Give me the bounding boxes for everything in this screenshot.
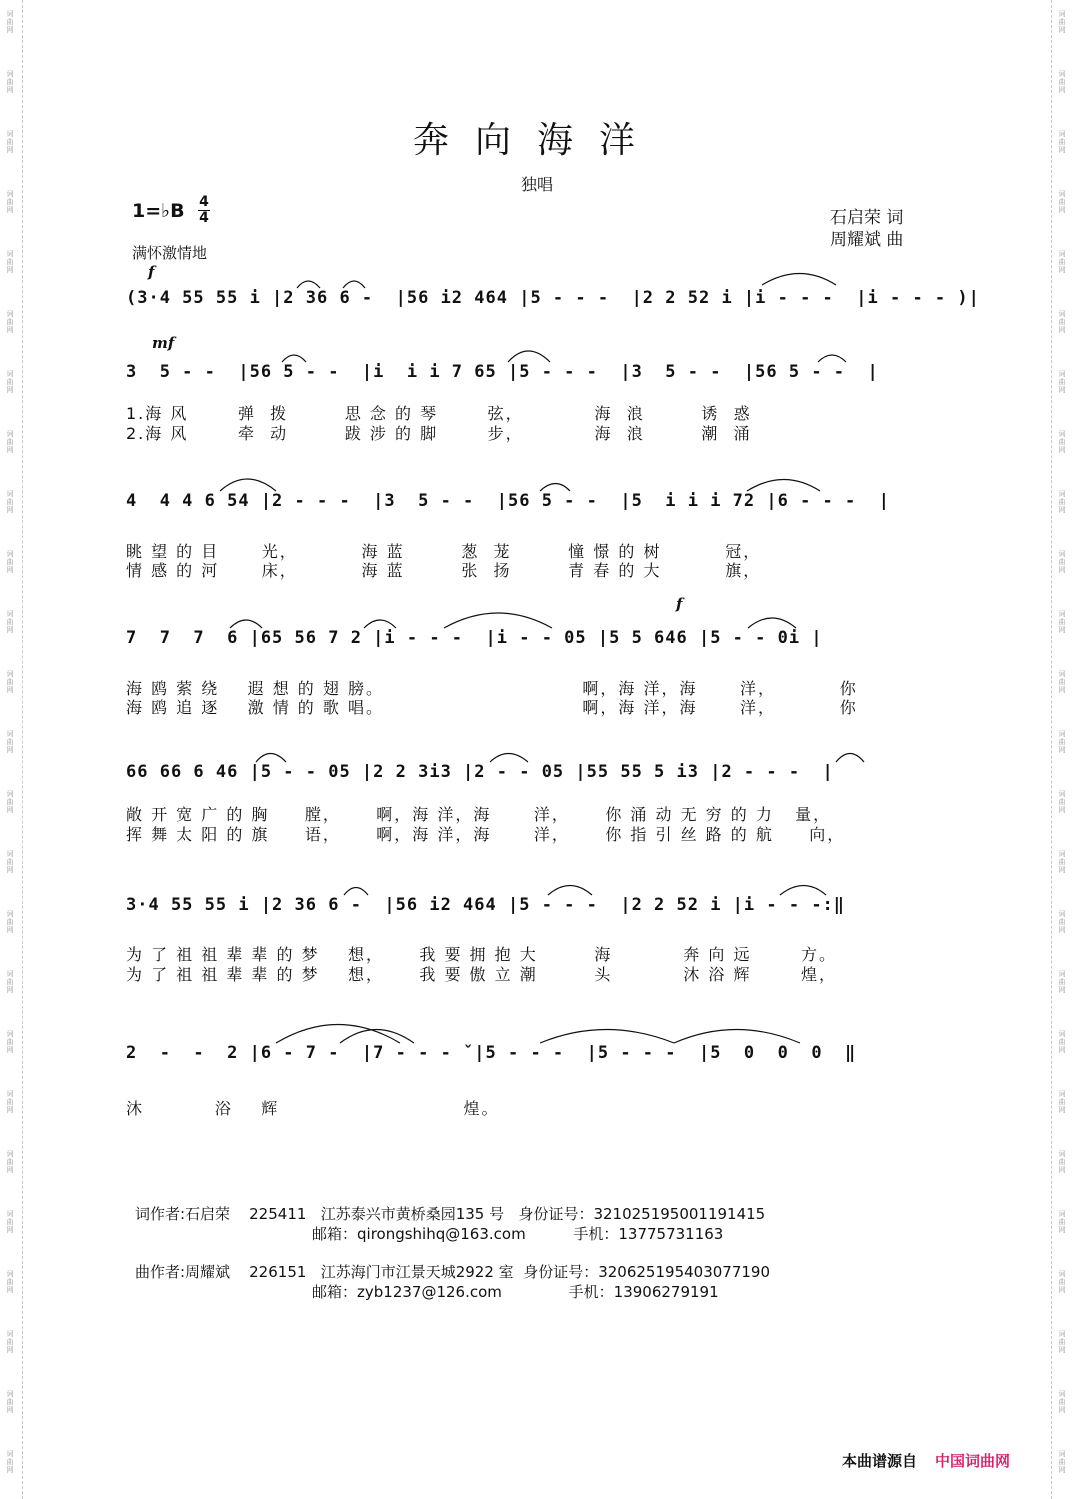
watermark-text: 词 曲 网: [6, 610, 14, 634]
lyrics-line-2-verse-2: 情 感 的 河 床， 海 蓝 张 扬 青 春 的 大 旗，: [126, 561, 762, 580]
lyrics-line-1-verse-2: 2.海 风 牵 动 跋 涉 的 脚 步， 海 浪 潮 涌: [126, 424, 752, 443]
dynamic-mezzo-forte: mf: [152, 334, 175, 352]
source-label: 本曲谱源自: [842, 1452, 918, 1470]
key-signature: 1=♭B: [132, 200, 185, 222]
watermark-text: 词 曲 网: [6, 310, 14, 334]
dynamic-forte-2: f: [676, 595, 683, 613]
lyricist-credit: 石启荣 词: [830, 208, 904, 228]
watermark-text: 词 曲 网: [6, 490, 14, 514]
watermark-text: 词 曲 网: [1058, 850, 1066, 874]
watermark-text: 词 曲 网: [1058, 1150, 1066, 1174]
composer-email: 邮箱：zyb1237@126.com: [312, 1283, 502, 1301]
watermark-text: 词 曲 网: [6, 1390, 14, 1414]
staff-line-2: 3 5 - - |56 5 - - |i i i 7 65 |5 - - - |3 5 - - |56 5 - - |: [126, 362, 879, 382]
watermark-text: 词 曲 网: [1058, 910, 1066, 934]
composer-credit: 周耀斌 曲: [830, 230, 904, 250]
watermark-text: 词 曲 网: [1058, 370, 1066, 394]
watermark-text: 词 曲 网: [6, 10, 14, 34]
watermark-text: 词 曲 网: [6, 370, 14, 394]
watermark-text: 词 曲 网: [1058, 10, 1066, 34]
staff-line-5: 66 66 6 46 |5 - - 05 |2 2 3i3 |2 - - 05 |55 55 5 i3 |2 - - - |: [126, 762, 834, 782]
lyricist-email: 邮箱：qirongshihq@163.com: [312, 1225, 526, 1243]
staff-line-3: 4 4 4 6 54 |2 - - - |3 5 - - |56 5 - - |5 i i i 72 |6 - - - |: [126, 491, 890, 511]
lyrics-line-4-verse-2: 挥 舞 太 阳 的 旗 语， 啊，海 洋，海 洋， 你 指 引 丝 路 的 航 向，: [126, 825, 846, 844]
composer-label: 曲作者:周耀斌: [135, 1263, 231, 1281]
watermark-text: 词 曲 网: [1058, 970, 1066, 994]
watermark-text: 词 曲 网: [6, 790, 14, 814]
watermark-text: 词 曲 网: [1058, 670, 1066, 694]
lyricist-id: 身份证号：321025195001191415: [518, 1205, 766, 1223]
watermark-text: 词 曲 网: [6, 670, 14, 694]
watermark-text: 词 曲 网: [6, 1450, 14, 1474]
watermark-text: 词 曲 网: [1058, 610, 1066, 634]
performance-type: 独唱: [520, 175, 553, 194]
watermark-text: 词 曲 网: [1058, 1030, 1066, 1054]
watermark-text: 词 曲 网: [1058, 310, 1066, 334]
lyrics-line-2-verse-1: 眺 望 的 目 光， 海 蓝 葱 茏 憧 憬 的 树 冠，: [126, 542, 762, 561]
time-bottom: 4: [199, 210, 209, 226]
lyricist-phone: 手机：13775731163: [573, 1225, 724, 1243]
watermark-text: 词 曲 网: [1058, 1090, 1066, 1114]
watermark-text: 词 曲 网: [6, 130, 14, 154]
watermark-text: 词 曲 网: [1058, 130, 1066, 154]
watermark-text: 词 曲 网: [6, 730, 14, 754]
lyricist-label: 词作者:石启荣: [135, 1205, 231, 1223]
watermark-text: 词 曲 网: [1058, 1270, 1066, 1294]
watermark-text: 词 曲 网: [1058, 730, 1066, 754]
watermark-text: 词 曲 网: [6, 1030, 14, 1054]
composer-address: 江苏海门市江景天城2922 室: [320, 1263, 514, 1281]
watermark-text: 词 曲 网: [1058, 490, 1066, 514]
lyrics-line-5-verse-1: 为 了 祖 祖 辈 辈 的 梦 想， 我 要 拥 抱 大 海 奔 向 远 方。: [126, 945, 838, 964]
lyricist-info: [135, 1203, 765, 1224]
watermark-text: 词 曲 网: [1058, 70, 1066, 94]
staff-line-7: 2 - - 2 |6 - 7 - |7 - - - ˇ|5 - - - |5 - - - |5 0 0 0 ‖: [126, 1043, 857, 1063]
lyrics-line-3-verse-2: 海 鸥 追 逐 激 情 的 歌 唱。 啊，海 洋，海 洋， 你: [126, 698, 858, 717]
composer-postcode: 226151: [249, 1263, 307, 1281]
composer-phone: 手机：13906279191: [568, 1283, 719, 1301]
source-attribution: [842, 1450, 1010, 1471]
watermark-text: 词 曲 网: [6, 70, 14, 94]
composer-id: 身份证号：320625195403077190: [523, 1263, 771, 1281]
staff-line-6: 3·4 55 55 i |2 36 6 - |56 i2 464 |5 - - - |2 2 52 i |i - - -:‖: [126, 895, 846, 915]
lyrics-line-5-verse-2: 为 了 祖 祖 辈 辈 的 梦 想， 我 要 傲 立 潮 头 沐 浴 辉 煌，: [126, 965, 838, 984]
tempo-marking: 满怀激情地: [132, 244, 208, 262]
dynamic-forte: f: [148, 263, 155, 281]
watermark-text: 词 曲 网: [1058, 1450, 1066, 1474]
watermark-text: 词 曲 网: [6, 1210, 14, 1234]
lyrics-line-4-verse-1: 敞 开 宽 广 的 胸 膛， 啊，海 洋，海 洋， 你 涌 动 无 穷 的 力 量，: [126, 805, 832, 824]
watermark-text: 词 曲 网: [6, 910, 14, 934]
watermark-text: 词 曲 网: [6, 190, 14, 214]
watermark-text: 词 曲 网: [6, 1270, 14, 1294]
watermark-text: 词 曲 网: [6, 1090, 14, 1114]
staff-line-1: (3·4 55 55 i |2 36 6 - |56 i2 464 |5 - - - |2 2 52 i |i - - - |i - - - )|: [126, 288, 980, 308]
watermark-text: 词 曲 网: [1058, 550, 1066, 574]
lyricist-contact: [312, 1223, 723, 1244]
composer-contact: [312, 1281, 719, 1302]
watermark-text: 词 曲 网: [1058, 1210, 1066, 1234]
watermark-text: 词 曲 网: [6, 430, 14, 454]
watermark-text: 词 曲 网: [6, 250, 14, 274]
watermark-text: 词 曲 网: [1058, 430, 1066, 454]
watermark-text: 词 曲 网: [1058, 190, 1066, 214]
staff-line-4: 7 7 7 6 |65 56 7 2 |i - - - |i - - 05 |5 5 646 |5 - - 0i |: [126, 628, 823, 648]
source-brand: 中国词曲网: [935, 1452, 1011, 1470]
watermark-text: 词 曲 网: [1058, 250, 1066, 274]
composer-info: [135, 1261, 770, 1282]
lyrics-line-3-verse-1: 海 鸥 萦 绕 遐 想 的 翅 膀。 啊，海 洋，海 洋， 你: [126, 679, 858, 698]
lyrics-line-1-verse-1: 1.海 风 弹 拨 思 念 的 琴 弦， 海 浪 诱 惑: [126, 404, 752, 423]
watermark-text: 词 曲 网: [1058, 1390, 1066, 1414]
watermark-text: 词 曲 网: [6, 850, 14, 874]
watermark-text: 词 曲 网: [6, 970, 14, 994]
watermark-text: 词 曲 网: [1058, 790, 1066, 814]
watermark-text: 词 曲 网: [6, 550, 14, 574]
watermark-text: 词 曲 网: [1058, 1330, 1066, 1354]
watermark-text: 词 曲 网: [6, 1330, 14, 1354]
lyricist-address: 江苏泰兴市黄桥桑园135 号: [320, 1205, 505, 1223]
time-top: 4: [199, 194, 209, 210]
lyrics-line-6: 沐 浴 辉 煌。: [126, 1099, 500, 1118]
lyricist-postcode: 225411: [249, 1205, 307, 1223]
song-title: 奔向海洋: [412, 120, 661, 161]
watermark-text: 词 曲 网: [6, 1150, 14, 1174]
